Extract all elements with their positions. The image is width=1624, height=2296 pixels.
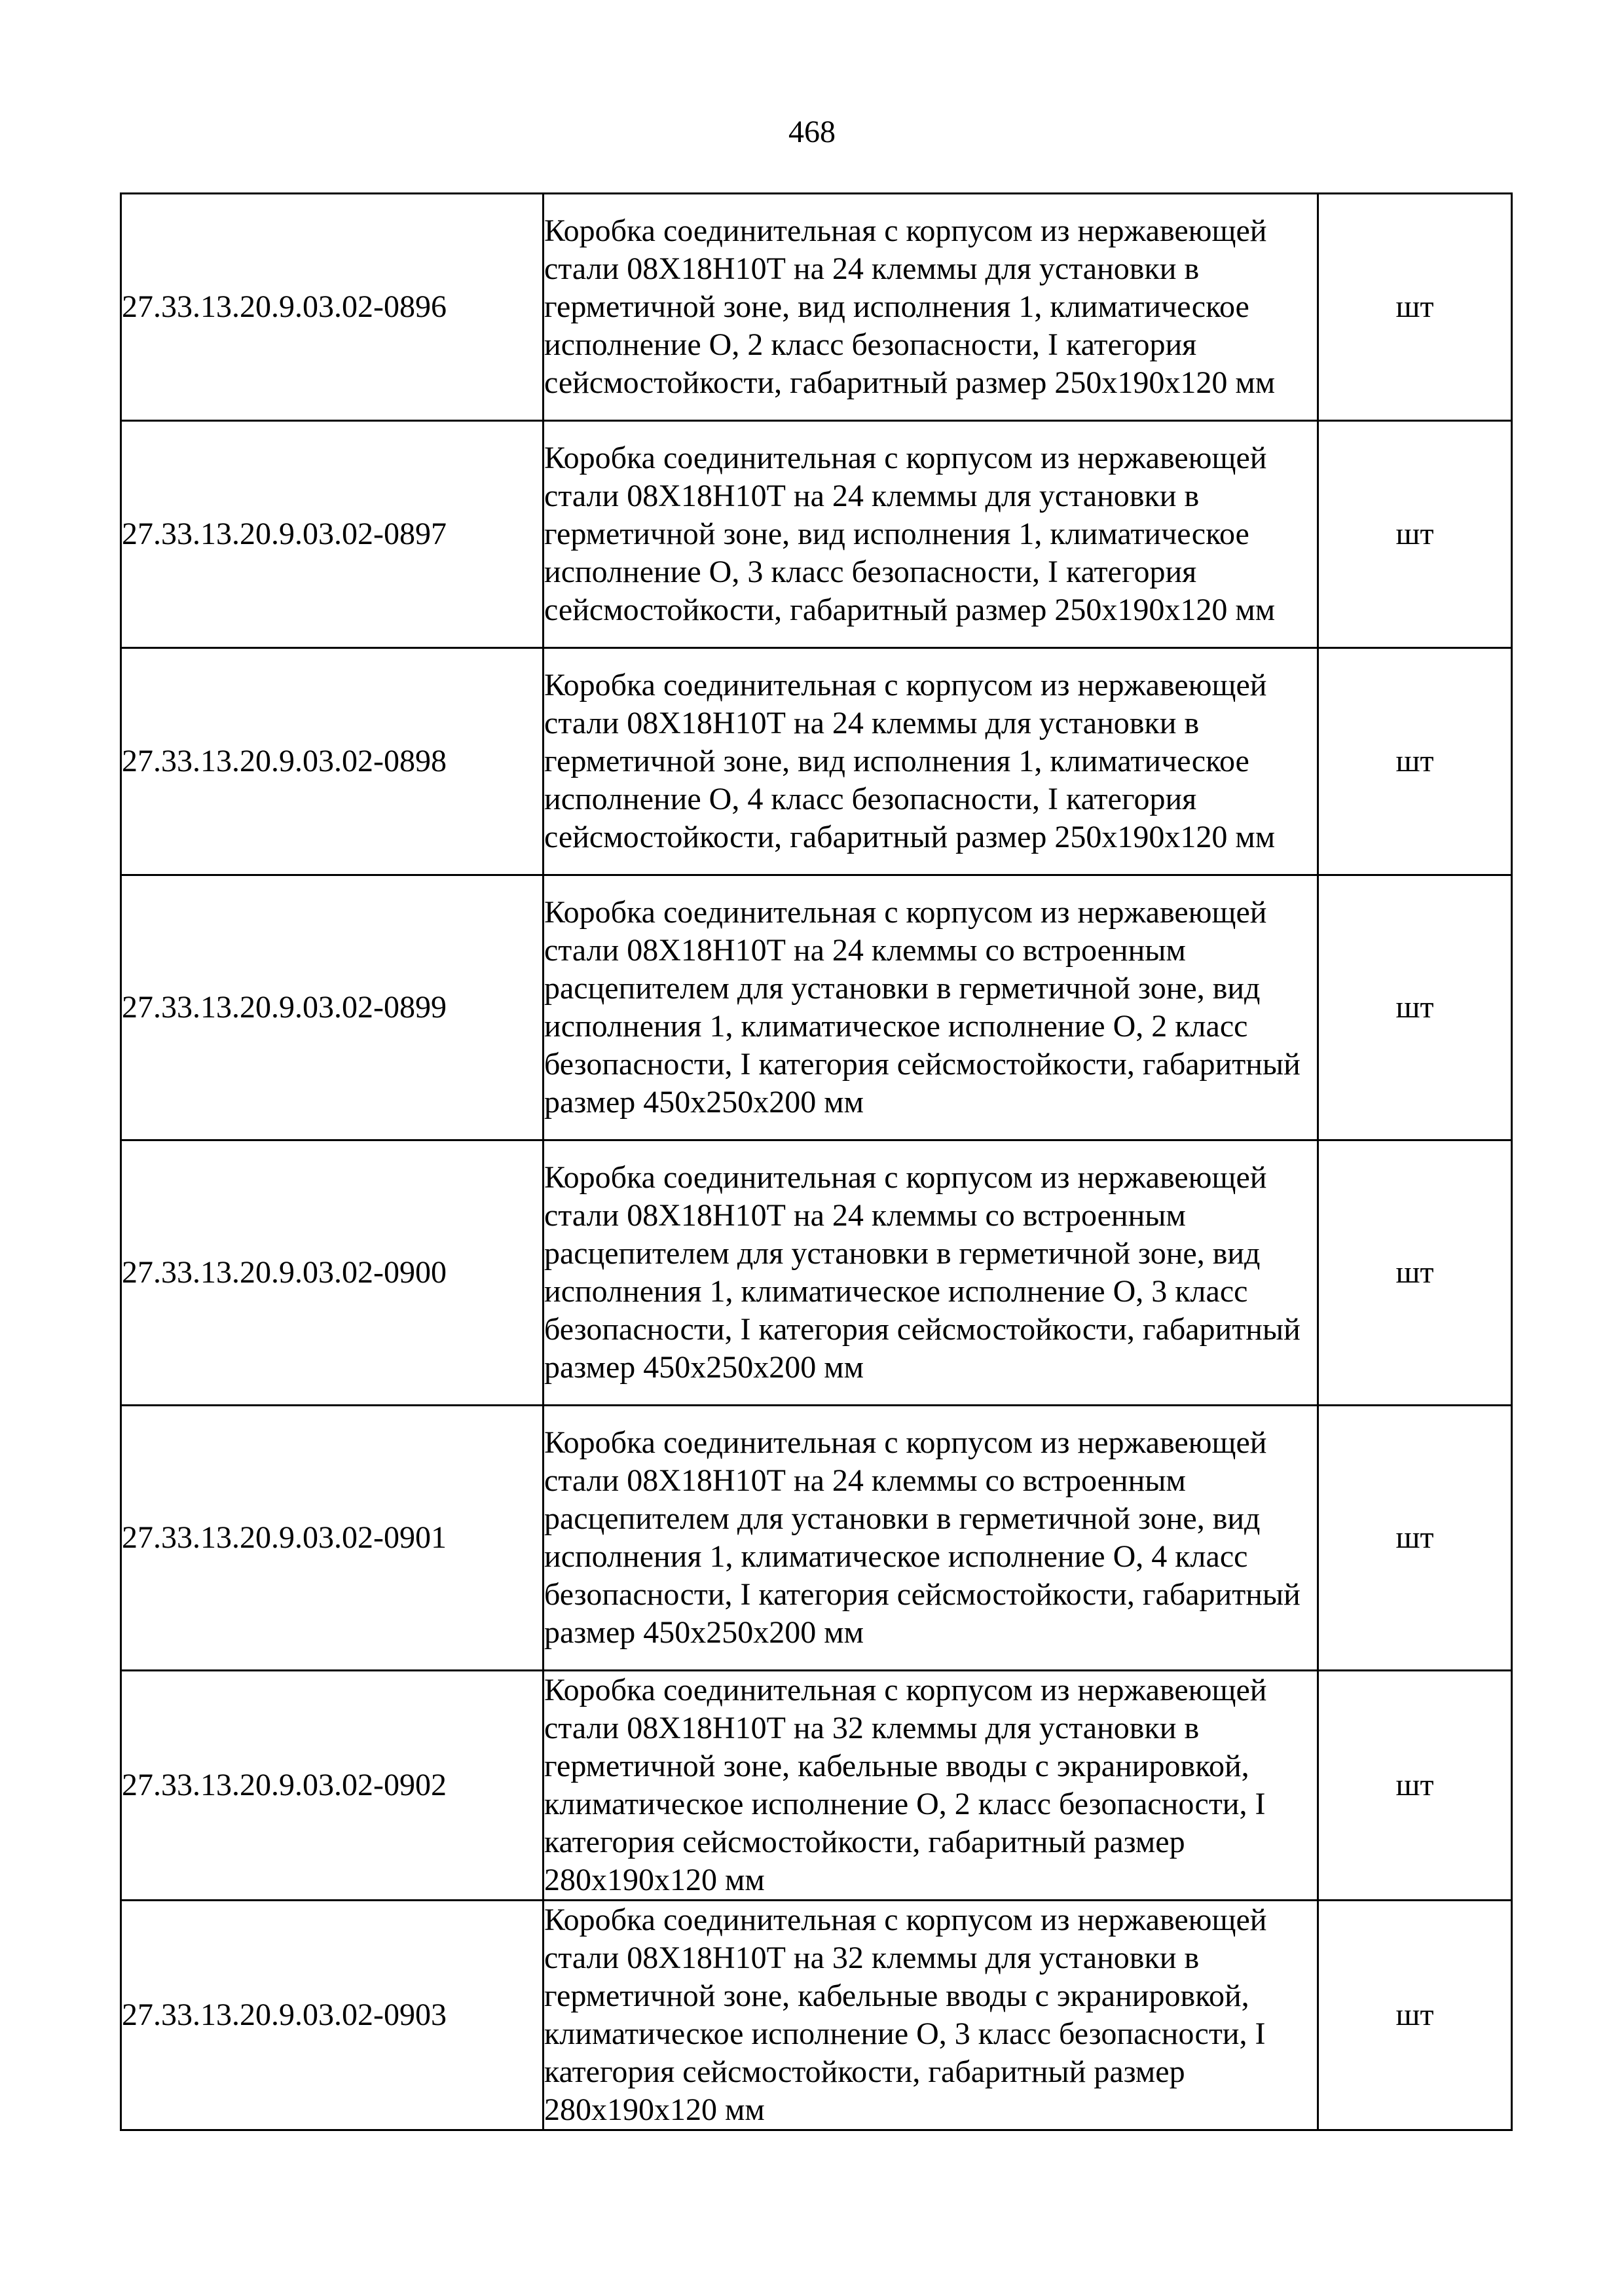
table-row [121, 1140, 1512, 1406]
unit-of-measure: шт [1318, 1140, 1512, 1406]
resource-description: Коробка соединительная с корпусом из нержавеющей стали 08Х18Н10Т на 24 клеммы для установки в герметичной зоне, вид исполнения 1, климатическое исполнение О, 3 класс безопасности, I категория сейсмостойкости, габаритный размер 250х190х120 мм [544, 421, 1318, 648]
resource-description: Коробка соединительная с корпусом из нержавеющей стали 08Х18Н10Т на 24 клеммы для установки в герметичной зоне, вид исполнения 1, климатическое исполнение О, 4 класс безопасности, I категория сейсмостойкости, габаритный размер 250х190х120 мм [544, 648, 1318, 875]
resource-code: 27.33.13.20.9.03.02-0899 [121, 875, 544, 1140]
resource-code: 27.33.13.20.9.03.02-0898 [121, 648, 544, 875]
unit-of-measure: шт [1318, 648, 1512, 875]
resource-description: Коробка соединительная с корпусом из нержавеющей стали 08Х18Н10Т на 32 клеммы для установки в герметичной зоне, кабельные вводы с экранировкой, климатическое исполнение О, 3 класс безопасности, I категория сейсмостойкости, габаритный размер 280х190х120 мм [544, 1901, 1318, 2130]
resource-description: Коробка соединительная с корпусом из нержавеющей стали 08Х18Н10Т на 32 клеммы для установки в герметичной зоне, кабельные вводы с экранировкой, климатическое исполнение О, 2 класс безопасности, I категория сейсмостойкости, габаритный размер 280х190х120 мм [544, 1671, 1318, 1901]
resource-table [120, 192, 1513, 2131]
resource-code: 27.33.13.20.9.03.02-0897 [121, 421, 544, 648]
unit-of-measure: шт [1318, 1671, 1512, 1901]
unit-of-measure: шт [1318, 1406, 1512, 1671]
resource-code: 27.33.13.20.9.03.02-0902 [121, 1671, 544, 1901]
page-number: 468 [788, 115, 836, 149]
table-row [121, 421, 1512, 648]
table-row [121, 648, 1512, 875]
table-row [121, 1901, 1512, 2130]
table-row [121, 194, 1512, 421]
unit-of-measure: шт [1318, 875, 1512, 1140]
table-row [121, 1671, 1512, 1901]
resource-description: Коробка соединительная с корпусом из нержавеющей стали 08Х18Н10Т на 24 клеммы со встроенным расцепителем для установки в герметичной зоне, вид исполнения 1, климатическое исполнение О, 3 класс безопасности, I категория сейсмостойкости, габаритный размер 450х250х200 мм [544, 1140, 1318, 1406]
resource-description: Коробка соединительная с корпусом из нержавеющей стали 08Х18Н10Т на 24 клеммы для установки в герметичной зоне, вид исполнения 1, климатическое исполнение О, 2 класс безопасности, I категория сейсмостойкости, габаритный размер 250х190х120 мм [544, 194, 1318, 421]
unit-of-measure: шт [1318, 194, 1512, 421]
resource-description: Коробка соединительная с корпусом из нержавеющей стали 08Х18Н10Т на 24 клеммы со встроенным расцепителем для установки в герметичной зоне, вид исполнения 1, климатическое исполнение О, 4 класс безопасности, I категория сейсмостойкости, габаритный размер 450х250х200 мм [544, 1406, 1318, 1671]
resource-code: 27.33.13.20.9.03.02-0903 [121, 1901, 544, 2130]
unit-of-measure: шт [1318, 1901, 1512, 2130]
resource-code: 27.33.13.20.9.03.02-0901 [121, 1406, 544, 1671]
resource-description: Коробка соединительная с корпусом из нержавеющей стали 08Х18Н10Т на 24 клеммы со встроенным расцепителем для установки в герметичной зоне, вид исполнения 1, климатическое исполнение О, 2 класс безопасности, I категория сейсмостойкости, габаритный размер 450х250х200 мм [544, 875, 1318, 1140]
resource-code: 27.33.13.20.9.03.02-0900 [121, 1140, 544, 1406]
unit-of-measure: шт [1318, 421, 1512, 648]
table-row [121, 1406, 1512, 1671]
table-row [121, 875, 1512, 1140]
resource-code: 27.33.13.20.9.03.02-0896 [121, 194, 544, 421]
